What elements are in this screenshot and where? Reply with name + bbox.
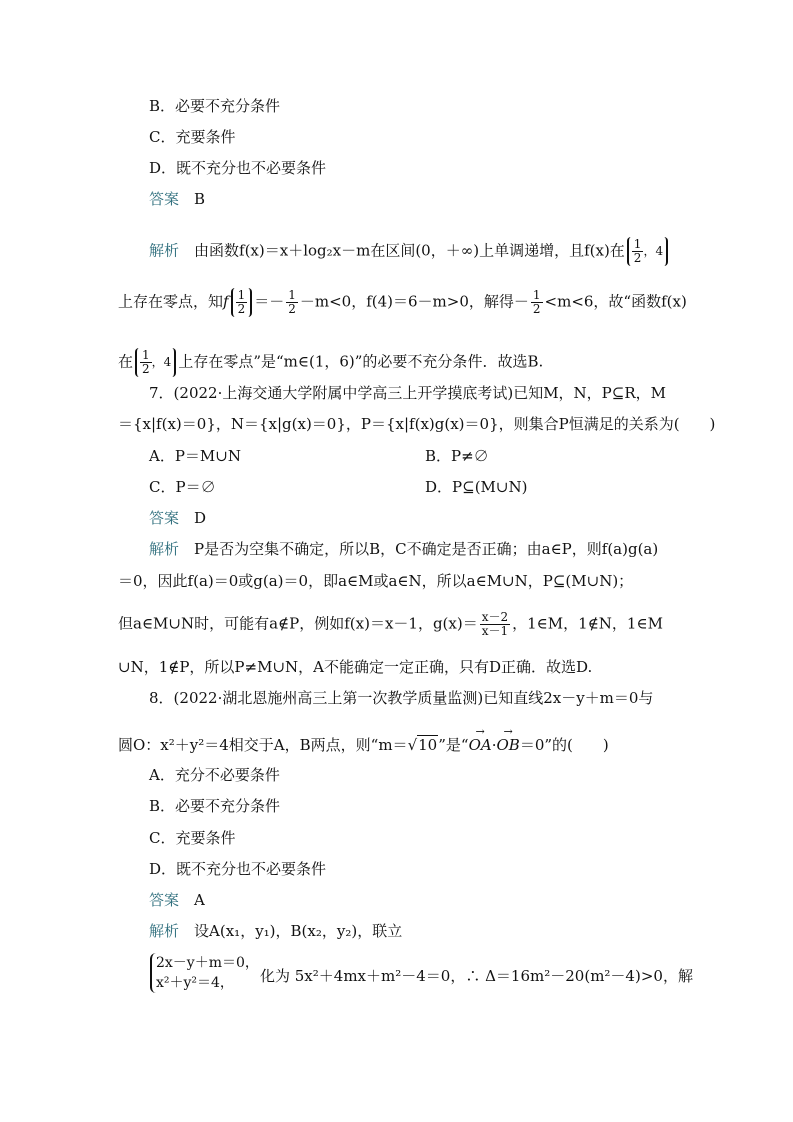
q8-option-d: D．既不充分也不必要条件: [149, 860, 327, 878]
q8-stem-line-2: 圆O：x²＋y²＝4相交于A，B两点，则“m＝√10”是“→ OA·→ OB＝0”的( ): [118, 735, 609, 755]
q7-option-c: C．P＝∅: [149, 478, 216, 496]
q6-option-c: C．充要条件: [149, 128, 236, 146]
q6-answer: [149, 189, 205, 209]
answer-label: 答案: [149, 891, 180, 909]
answer-value: B: [194, 190, 206, 208]
q8-option-b: B．必要不充分条件: [149, 797, 281, 815]
q6-option-b: B．必要不充分条件: [149, 97, 281, 115]
answer-label: 答案: [149, 509, 180, 527]
q8-option-c: C．充要条件: [149, 829, 236, 847]
analysis-label: 解析: [149, 540, 180, 558]
q8-analysis-line-2: 化为 5x²＋4mx＋m²－4＝0，∴ Δ＝16m²－20(m²－4)>0，解: [260, 967, 693, 985]
answer-value: D: [194, 509, 207, 527]
q6-analysis-line-3: 在 $\frac{1}{2}$ ，4 上存在零点”是“m∈(1，6)”的必要不充分条件．故选B.: [118, 348, 544, 376]
q7-answer: [149, 508, 206, 528]
q7-option-b: B．P≠∅: [425, 447, 489, 465]
vector-oa: → OA: [469, 735, 492, 755]
q8-answer: [149, 890, 205, 910]
system-equation-2: x²＋y²＝4，: [156, 975, 234, 991]
q6-option-d: D．既不充分也不必要条件: [149, 159, 327, 177]
answer-label: 答案: [149, 190, 180, 208]
q7-analysis-line-4: ∪N，1∉P，所以P≠M∪N，A不能确定一定正确，只有D正确．故选D.: [118, 658, 593, 676]
analysis-label: 解析: [149, 241, 180, 260]
q6-analysis-line-2: 上存在零点，知f $\frac{1}{2}$ ＝－ $\frac{1}{2}$ －m<0，f(4)＝6－m>0，解得－ $\frac{1}{2}$ <m<6，故“函数f(x): [118, 288, 687, 316]
q7-stem-line-2: ＝{x|f(x)＝0}，N＝{x|g(x)＝0}，P＝{x|f(x)g(x)＝0}，则集合P恒满足的关系为( ): [118, 415, 716, 433]
q7-analysis-line-2: ＝0，因此f(a)＝0或g(a)＝0，即a∈M或a∈N，所以a∈M∪N，P⊆(M∪N)；: [118, 572, 634, 590]
q7-option-d: D．P⊆(M∪N): [425, 478, 528, 496]
interval-bracket: $\frac{1}{2}$ ，4: [627, 237, 668, 266]
q7-stem-line-1: 7．(2022·上海交通大学附属中学高三上开学摸底考试)已知M，N，P⊆R，M: [149, 384, 666, 402]
analysis-label: 解析: [149, 922, 180, 940]
q8-analysis-line-1: 解析 设A(x₁，y₁)，B(x₂，y₂)，联立: [149, 922, 403, 940]
q7-analysis-line-3: 但a∈M∪N时，可能有a∉P，例如f(x)＝x－1，g(x)＝ $\frac{x-2}{x-1}$ ，1∈M，1∉N，1∈M: [118, 610, 663, 638]
equation-system: [150, 953, 259, 993]
q7-option-a: A．P＝M∪N: [149, 447, 241, 465]
system-equation-1: 2x－y＋m＝0，: [156, 955, 259, 971]
q8-option-a: A．充分不必要条件: [149, 766, 280, 784]
q8-stem-line-1: 8．(2022·湖北恩施州高三上第一次教学质量监测)已知直线2x－y＋m＝0与: [149, 689, 654, 707]
q6-analysis-line-1: 解析 由函数f(x)＝x＋log₂x－m在区间(0，＋∞)上单调递增，且f(x)在 $\frac{1}{2}$ ，4: [149, 237, 670, 266]
q7-analysis-line-1: 解析 P是否为空集不确定，所以B，C不确定是否正确；由a∈P，则f(a)g(a): [149, 540, 659, 558]
answer-value: A: [194, 891, 205, 909]
sqrt-value: 10: [418, 736, 438, 754]
vector-ob: → OB: [496, 735, 519, 755]
